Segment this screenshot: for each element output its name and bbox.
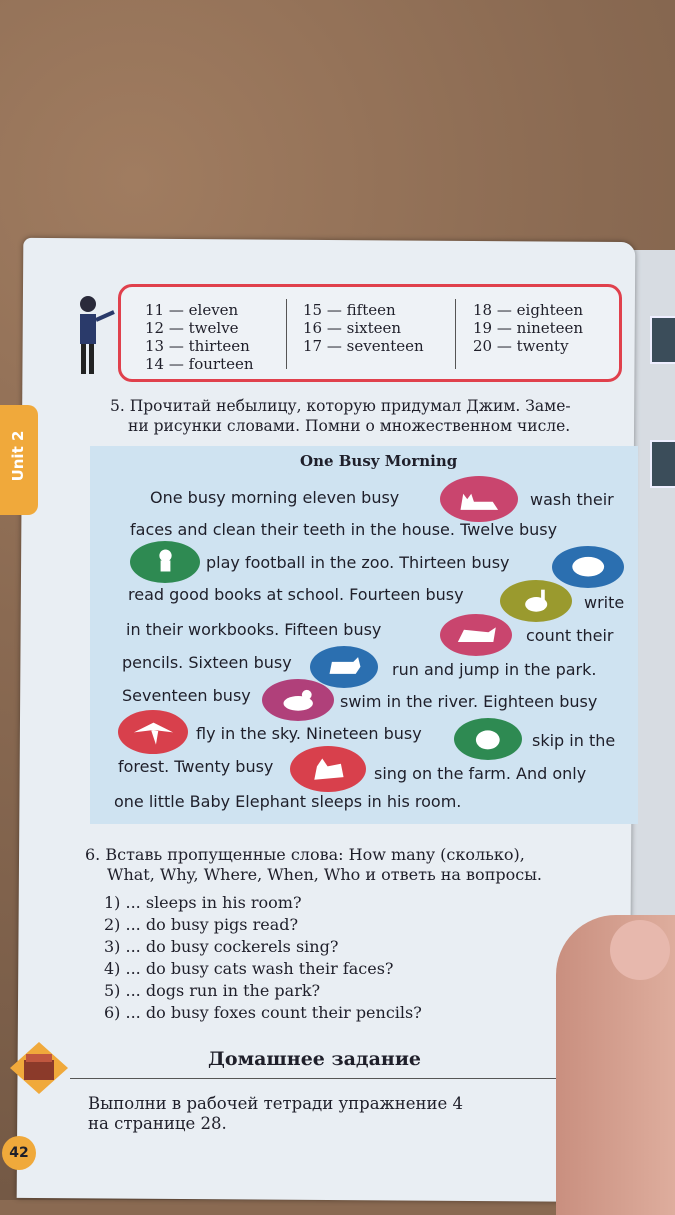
- numbers-column-1: [145, 301, 254, 373]
- homework-line: Выполни в рабочей тетради упражнение 4: [88, 1094, 463, 1113]
- number-row: 17 — seventeen: [303, 337, 424, 355]
- story-text: sing on the farm. And only: [374, 764, 587, 783]
- story-title: One Busy Morning: [300, 452, 458, 470]
- question-item: 2) ... do busy pigs read?: [104, 915, 299, 934]
- number-row: 12 — twelve: [145, 319, 239, 337]
- numbers-column-2: [303, 301, 424, 355]
- number-row: 18 — eighteen: [473, 301, 584, 319]
- story-text: write: [584, 593, 625, 612]
- story-text: forest. Twenty busy: [118, 757, 274, 776]
- story-text: faces and clean their teeth in the house. Twelve busy: [130, 520, 558, 539]
- teacher-icon: [66, 292, 116, 382]
- cockerel-icon: [290, 746, 366, 792]
- page-number: 42: [2, 1136, 36, 1170]
- unit-tab-label: Unit 2: [9, 430, 27, 482]
- homework-line: на странице 28.: [88, 1114, 227, 1133]
- fingernail: [610, 920, 670, 980]
- story-text: pencils. Sixteen busy: [122, 653, 292, 672]
- story-text: run and jump in the park.: [392, 660, 597, 679]
- task-6-line: What, Why, Where, When, Who и ответь на вопросы.: [107, 865, 543, 884]
- question-item: 1) ... sleeps in his room?: [104, 893, 302, 912]
- story-text: One busy morning eleven busy: [150, 488, 400, 507]
- story-text: play football in the zoo. Thirteen busy: [206, 553, 510, 572]
- fox-icon: [440, 614, 512, 656]
- homework-icon: [8, 1040, 70, 1096]
- divider: [455, 299, 456, 369]
- story-text: count their: [526, 626, 614, 645]
- cat-icon: [440, 476, 518, 522]
- task-6-instructions: [85, 845, 645, 885]
- bird-icon: [118, 710, 188, 754]
- task-6-line: 6. Вставь пропущенные слова: How many (сколько),: [85, 845, 525, 864]
- story-text: in their workbooks. Fifteen busy: [126, 620, 382, 639]
- number-row: 19 — nineteen: [473, 319, 584, 337]
- number-row: 20 — twenty: [473, 337, 569, 355]
- divider: [286, 299, 287, 369]
- number-row: 11 — eleven: [145, 301, 239, 319]
- task-5-line: 5. Прочитай небылицу, которую придумал Джим. Заме-: [110, 397, 571, 415]
- unit-tab: [0, 405, 38, 515]
- homework-title: Домашнее задание: [208, 1048, 421, 1070]
- numbers-column-3: [473, 301, 583, 355]
- question-item: 5) ... dogs run in the park?: [104, 981, 321, 1000]
- rabbit-icon: [500, 580, 572, 622]
- question-item: 6) ... do busy foxes count their pencils?: [104, 1003, 422, 1022]
- story-text: skip in the: [532, 731, 616, 750]
- duck-icon: [262, 679, 334, 721]
- task-5-line: ни рисунки словами. Помни о множественном числе.: [128, 417, 571, 435]
- story-text: read good books at school. Fourteen busy: [128, 585, 464, 604]
- divider: [70, 1078, 590, 1079]
- story-text: swim in the river. Eighteen busy: [340, 692, 598, 711]
- story-text: one little Baby Elephant sleeps in his room.: [114, 792, 462, 811]
- photo-thumbnail: [650, 440, 675, 488]
- homework-text: [88, 1094, 463, 1134]
- number-row: 13 — thirteen: [145, 337, 250, 355]
- question-item: 4) ... do busy cats wash their faces?: [104, 959, 394, 978]
- story-text: wash their: [530, 490, 614, 509]
- dog-icon: [310, 646, 378, 688]
- monkey-icon: [130, 541, 200, 583]
- pig-icon: [552, 546, 624, 588]
- story-text: Seventeen busy: [122, 686, 251, 705]
- number-row: 15 — fifteen: [303, 301, 396, 319]
- task-5-instructions: [110, 396, 630, 436]
- story-text: fly in the sky. Nineteen busy: [196, 724, 422, 743]
- question-item: 3) ... do busy cockerels sing?: [104, 937, 339, 956]
- hamster-icon: [454, 718, 522, 760]
- number-row: 14 — fourteen: [145, 355, 254, 373]
- numbers-box: [118, 284, 622, 382]
- number-row: 16 — sixteen: [303, 319, 402, 337]
- photo-thumbnail: [650, 316, 675, 364]
